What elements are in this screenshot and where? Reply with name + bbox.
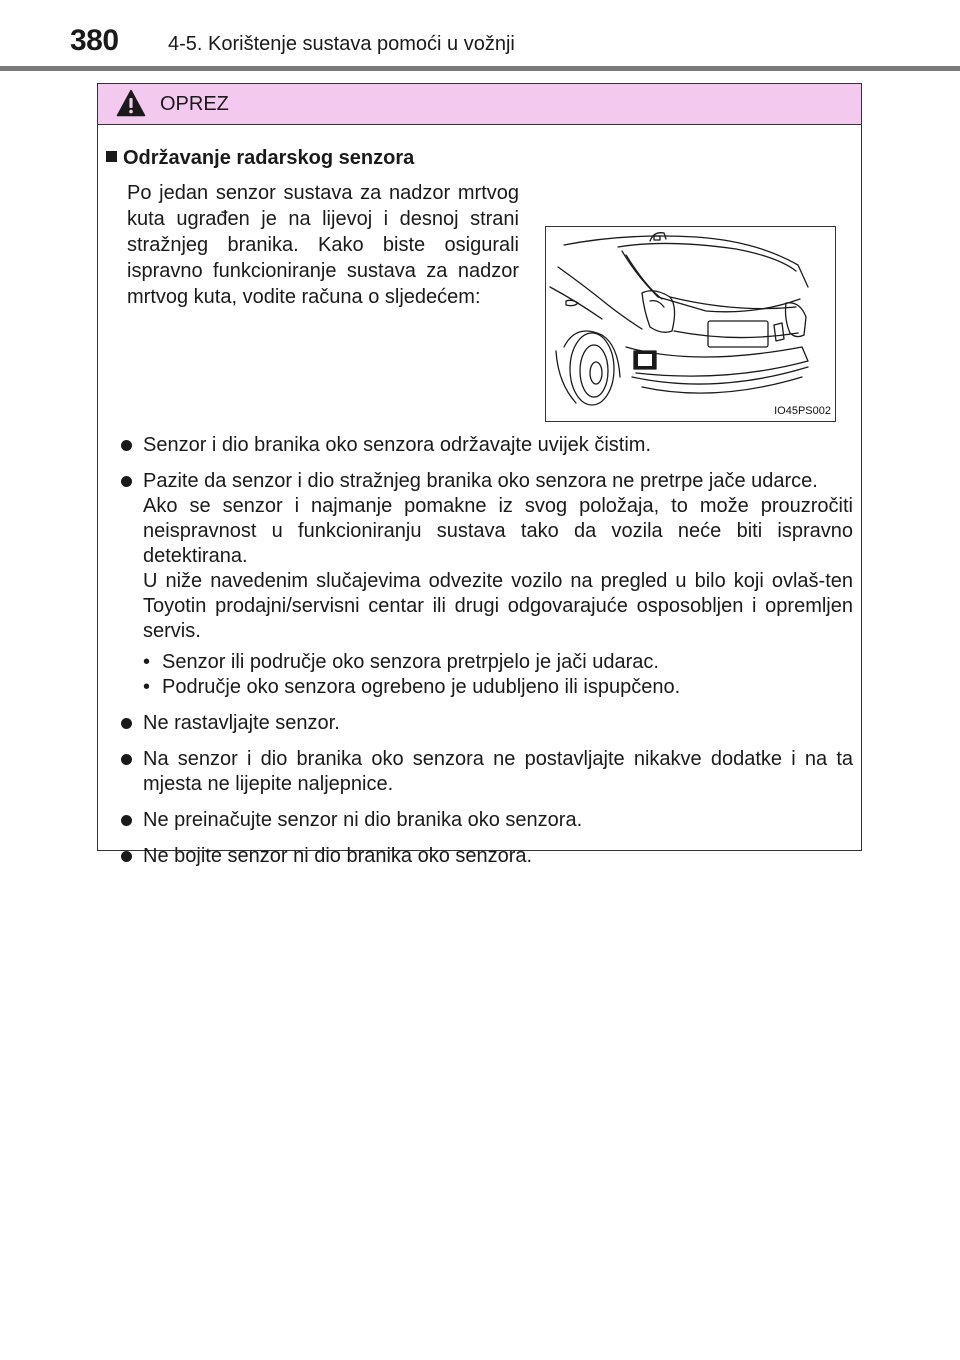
- sub-list: [143, 650, 853, 700]
- figure-id: IO45PS002: [774, 405, 831, 417]
- round-bullet-icon: [121, 476, 132, 487]
- bullet-item: [106, 469, 853, 700]
- bullet-item: [106, 433, 853, 458]
- bullet-paragraph: U niže navedenim slučajevima odvezite vozilo na pregled u bilo koji ovlaš-ten Toyotin prodajni/servisni centar ili drugi odgovarajuće osposobljen i opremljen servis.: [143, 570, 853, 642]
- car-rear-illustration: [546, 227, 835, 421]
- page-number: 380: [70, 24, 119, 57]
- square-bullet-icon: [106, 151, 117, 162]
- section-title: 4-5. Korištenje sustava pomoći u vožnji: [168, 33, 515, 55]
- header-rule: [0, 66, 960, 71]
- sub-list-item: [143, 675, 853, 700]
- intro-paragraph: Po jedan senzor sustava za nadzor mrtvog kuta ugrađen je na lijevoj i desnoj strani stražnjeg branika. Kako biste osigurali ispravno funkcioniranje sustava za nadzor mrtvog kuta, vodite računa o sljedećem:: [127, 182, 519, 308]
- sub-bullet-marker: •: [143, 676, 151, 698]
- bullet-item: [106, 808, 853, 833]
- bullet-item: [106, 747, 853, 797]
- bullet-paragraph: Pazite da senzor i dio stražnjeg branika oko senzora ne pretrpe jače udarce.: [143, 470, 818, 492]
- round-bullet-icon: [121, 440, 132, 451]
- sub-list-text: Senzor ili područje oko senzora pretrpjelo je jači udarac.: [162, 651, 659, 673]
- bullet-paragraph: Ne rastavljajte senzor.: [143, 712, 340, 734]
- bullet-paragraph: Ne preinačujte senzor ni dio branika oko senzora.: [143, 809, 583, 831]
- subheading: [106, 147, 414, 170]
- sub-list-text: Područje oko senzora ogrebeno je udubljeno ili ispupčeno.: [162, 676, 681, 698]
- bullet-paragraph: Ne bojite senzor ni dio branika oko senzora.: [143, 845, 533, 867]
- caution-header: [98, 84, 861, 125]
- round-bullet-icon: [121, 815, 132, 826]
- caution-box: [97, 83, 862, 867]
- round-bullet-icon: [121, 754, 132, 765]
- warning-triangle-icon: [116, 89, 146, 117]
- bullet-list: [106, 433, 853, 880]
- sub-list-item: [143, 650, 853, 675]
- sub-bullet-marker: •: [143, 651, 151, 673]
- round-bullet-icon: [121, 718, 132, 729]
- bullet-paragraph: Na senzor i dio branika oko senzora ne postavljajte nikakve dodatke i na ta mjesta ne lijepite naljepnice.: [143, 748, 853, 795]
- bullet-paragraph: Senzor i dio branika oko senzora održavajte uvijek čistim.: [143, 434, 652, 456]
- sensor-location-figure: [545, 226, 836, 422]
- subheading-text: Održavanje radarskog senzora: [123, 147, 415, 169]
- bullet-paragraph: Ako se senzor i najmanje pomakne iz svog položaja, to može prouzročiti neispravnost u funkcioniranju sustava tako da vozila neće biti ispravno detektirana.: [143, 495, 853, 567]
- round-bullet-icon: [121, 851, 132, 862]
- caution-label: OPREZ: [160, 93, 229, 115]
- bullet-item: [106, 844, 853, 869]
- bullet-item: [106, 711, 853, 736]
